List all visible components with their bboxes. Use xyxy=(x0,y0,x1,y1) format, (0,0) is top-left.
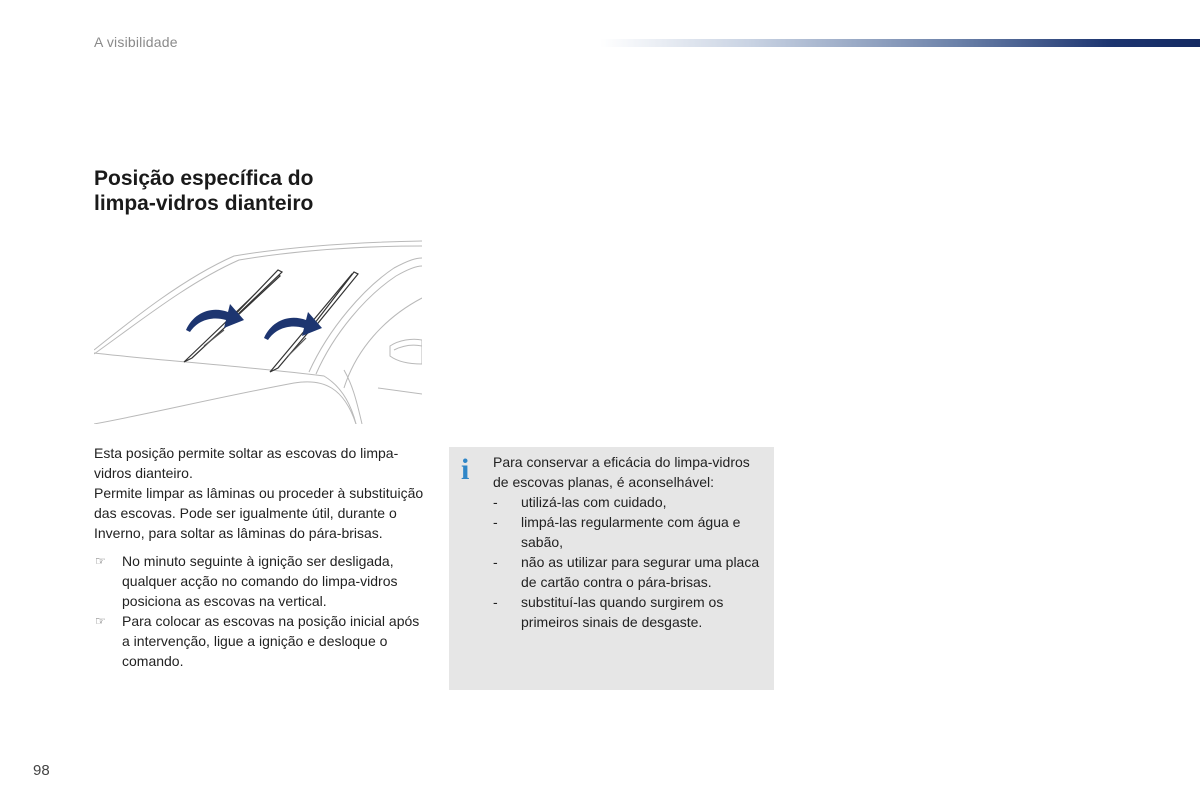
list-item-text: limpá-las regularmente com água e sabão, xyxy=(521,514,741,550)
list-item-text: No minuto seguinte à ignição ser desligada, qualquer acção no comando do limpa-vidros posiciona as escovas na vertical. xyxy=(122,553,398,609)
body-crease xyxy=(378,388,422,394)
page-title xyxy=(94,166,414,216)
list-item-text: utilizá-las com cuidado, xyxy=(521,494,667,510)
pointing-hand-icon: ☞ xyxy=(95,554,106,568)
paragraph-1: Esta posição permite soltar as escovas do limpa-vidros dianteiro. xyxy=(94,445,399,481)
list-item xyxy=(94,551,424,611)
info-icon: i xyxy=(461,453,470,486)
body-text xyxy=(94,443,424,671)
side-mirror-detail xyxy=(394,345,422,350)
section-header: A visibilidade xyxy=(94,34,178,50)
wiper-illustration xyxy=(94,238,422,424)
windscreen-base-line xyxy=(94,353,356,424)
a-pillar-inner xyxy=(316,266,422,374)
page-title-line-2: limpa-vidros dianteiro xyxy=(94,192,314,215)
info-list xyxy=(493,492,765,632)
list-item-text: substituí-las quando surgirem os primeiros sinais de desgaste. xyxy=(521,594,724,630)
list-item xyxy=(94,611,424,671)
hood-line xyxy=(94,382,356,424)
instruction-list xyxy=(94,551,424,671)
side-mirror xyxy=(390,339,422,364)
page-number: 98 xyxy=(33,762,50,779)
list-item: - limpá-las regularmente com água e sabão, xyxy=(493,514,741,550)
windscreen-wipers-drawing xyxy=(94,238,422,424)
windscreen-top-line-inner xyxy=(94,246,422,354)
rotation-arrow-left xyxy=(186,304,244,332)
info-box xyxy=(449,447,774,690)
pointing-hand-icon: ☞ xyxy=(95,614,106,628)
list-item: - utilizá-las com cuidado, xyxy=(493,494,667,510)
header-gradient-bar xyxy=(600,39,1200,47)
page-title-line-1: Posição específica do xyxy=(94,167,314,190)
list-item-text: não as utilizar para segurar uma placa de cartão contra o pára-brisas. xyxy=(521,554,760,590)
list-item: - substituí-las quando surgirem os primeiros sinais de desgaste. xyxy=(493,594,724,630)
list-item: - não as utilizar para segurar uma placa de cartão contra o pára-brisas. xyxy=(493,554,760,590)
info-intro: Para conservar a eficácia do limpa-vidros de escovas planas, é aconselhável: xyxy=(493,454,750,490)
list-item-text: Para colocar as escovas na posição inicial após a intervenção, ligue a ignição e desloque o comando. xyxy=(122,613,420,669)
paragraph-2: Permite limpar as lâminas ou proceder à substituição das escovas. Pode ser igualmente útil, durante o Inverno, para soltar as lâminas do pára-brisas. xyxy=(94,485,424,541)
info-text xyxy=(493,452,765,632)
rotation-arrow-right xyxy=(264,312,322,340)
